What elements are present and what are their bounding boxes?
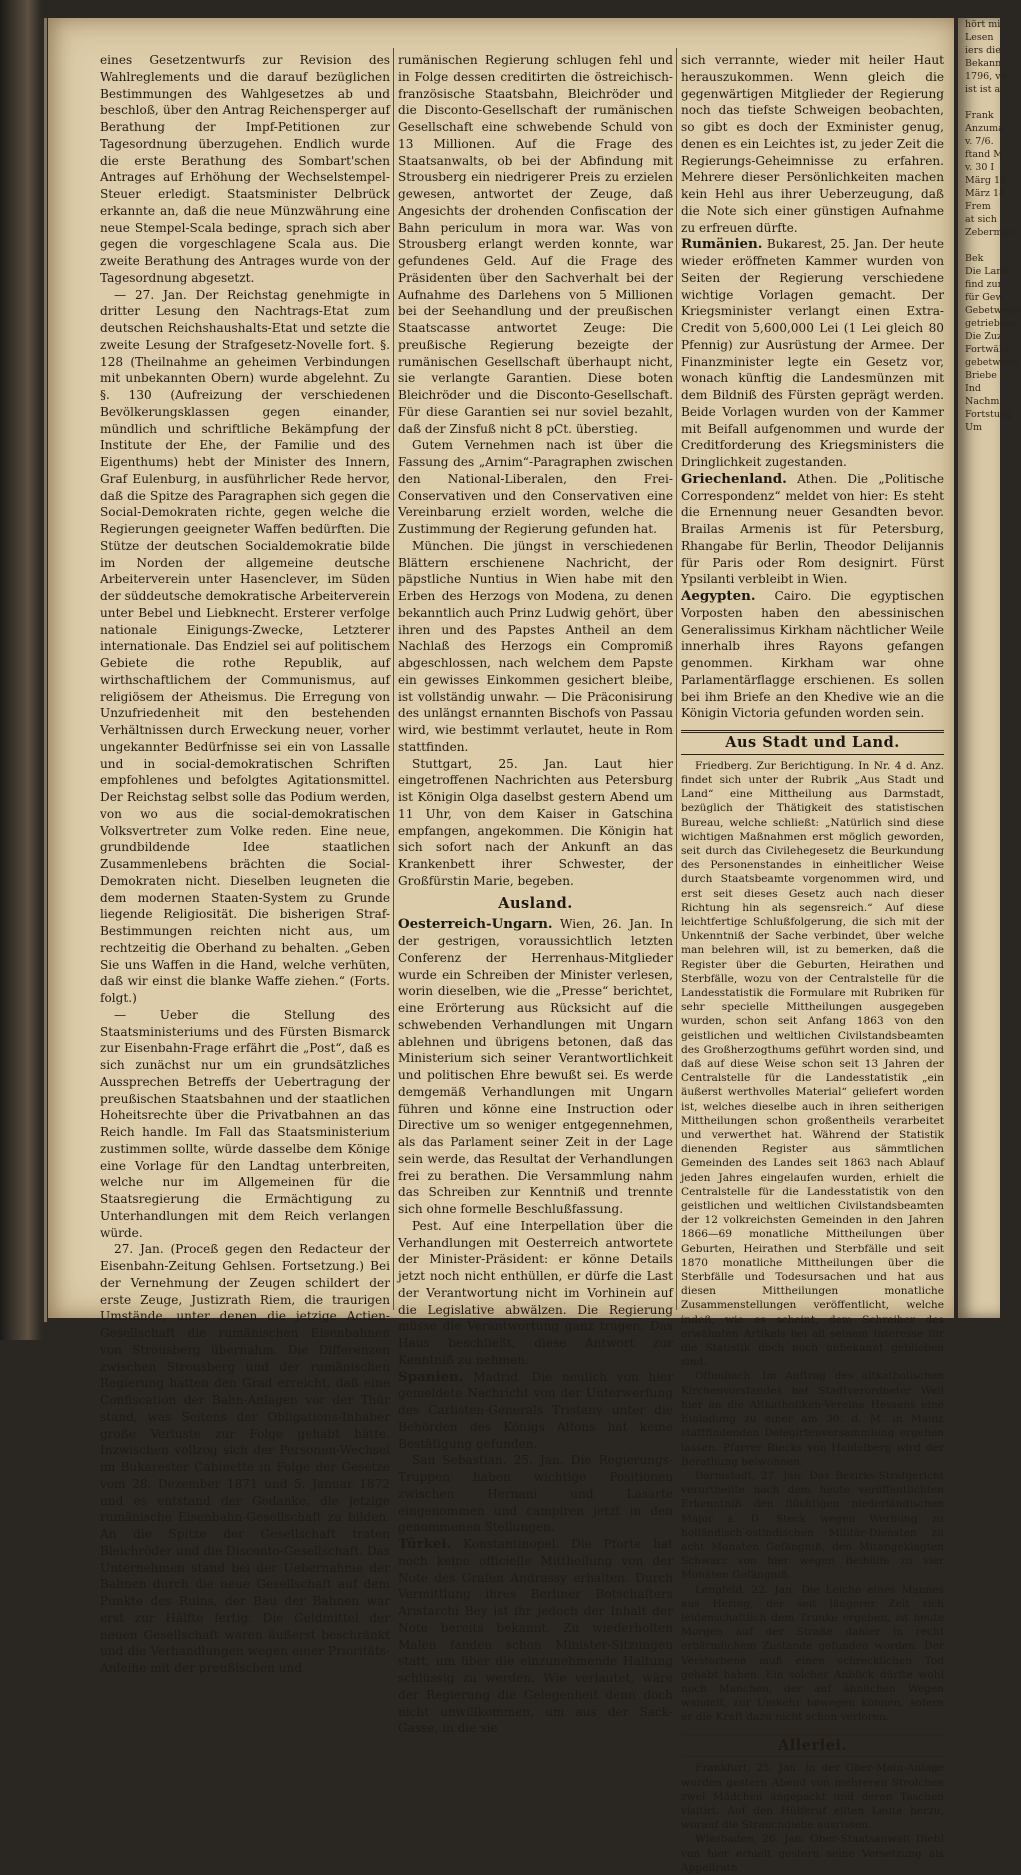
neighbor-text-fragment: Gebetweise [965, 305, 1021, 316]
paragraph-text: Lengfeld, 22. Jan. Die Leiche eines Mannes aus Hering, der seit längerer Zeit sich leidenschaftlich dem Trunke ergeben, ist heute Morgen auf der Straße dahier in recht erbärmlichem Zustande gefunden worden. Der Verstorbene muß einen schrecklichen Tod gehabt haben. Ein solcher Anblick dürfte wohl noch Manchen, der auf ähnlichen Wegen wandelt, zur Umkehr bewegen können, sofern er die Kraft dazu nicht schon verloren. [681, 1583, 944, 1724]
article-paragraph [100, 1241, 390, 1677]
neighbor-text-fragment: find zur [965, 279, 1003, 290]
neighbor-text-fragment: Bek [965, 253, 984, 264]
paragraph-text: Wien, 26. Jan. In der gestrigen, voraussichtlich letzten Conferenz der Herrenhaus-Mitglieder wurde ein Schreiben der Minister verlesen, worin dieselben, wie die „Presse“ berichtet, eine Erörterung aus Rücksicht auf die schwebenden Verhandlungen mit Ungarn ablehnen und übrigens betonen, daß das Ministerium sich seiner Verantwortlichkeit und politischen Ehre bewußt sei. Es werde demgemäß Verhandlungen mit Ungarn führen und könne eine Instruction oder Directive um so weniger entgegennehmen, als das Parlament seiner Zeit in der Lage sein werde, das Resultat der Verhandlungen frei zu berathen. Die Versammlung nahm das Schreiben zur Kenntniß und trennte sich ohne formelle Beschlußfassung. [398, 917, 673, 1216]
article-paragraph [100, 1007, 390, 1242]
paragraph-text: — 27. Jan. Der Reichstag genehmigte in dritter Lesung den Nachtrags-Etat zum deutschen Reichshaushalts-Etat und setzte die zweite Lesung der Strafgesetz-Novelle fort. §. 128 (Theilnahme an geheimen Verbindungen mit unbekannten Obern) wurde abgelehnt. Zu §. 130 (Aufreizung der verschiedenen Bevölkerungsklassen gegen einander, mündlich und schriftliche Bekämpfung der Institute der Ehe, der Familie und des Eigenthums) hebt der Minister des Innern, Graf Eulenburg, in ausführlicher Rede hervor, daß die Spitze des Paragraphen sich gegen die Social-Demokraten richte, gegen welche die Regierungen geeigneter Waffen bedürften. Die Stütze der deutschen Socialdemokratie bilde im Norden der allgemeine deutsche Arbeiterverein unter Hasenclever, im Süden der süddeutsche demokratische Arbeiterverein unter Bebel und Liebknecht. Ersterer verfolge nationale Einigungs-Zwecke, Letzterer internationale. Das Endziel sei auf politischem Gebiete die rothe Republik, auf wirthschaftlichem der Communismus, auf religiösem der Atheismus. Die Erregung von Unzufriedenheit mit den bestehenden Verhältnissen durch Erweckung neuer, vorher ungekannter Bedürfnisse sei ein von Lassalle und in social-demokratischen Schriften empfohlenes und befolgtes Agitationsmittel. Der Reichstag selbst solle das Podium werden, von wo aus die social-demokratischen Volksvertreter zum Volke reden. Eine neue, grundbildende Idee staatlichen Zusammenlebens brächten die Social-Demokraten nicht. Dieselben leugneten die dem modernen Staaten-System zu Grunde liegende Religiosität. Die bisherigen Straf-Bestimmungen reichten nicht aus, um rechtzeitig die Oberhand zu behalten. „Geben Sie uns Waffen in die Hand, welche verhüten, daß wir einst die blanke Waffe ziehen.“ (Forts. folgt.) [100, 287, 390, 1005]
neighbor-text-fragment: Bekannt [965, 58, 1006, 69]
neighbor-text-fragment: für Gew [965, 292, 1004, 303]
neighbor-text-fragment: v. 7/6. [965, 136, 994, 147]
neighbor-text-fragment: ist ist a [965, 84, 1001, 95]
article-paragraph [398, 1218, 673, 1369]
neighbor-text-fragment: Frank [965, 110, 994, 121]
paragraph-text: Offenbach. Im Auftrag des altkatholischen Kirchenvorstandes hat Stadtverordneter Weil hier an die Altkatholiken-Vereine Hessens eine Einladung zu einer am 30. d. M. in Mainz stattfindenden Delegirtenversammlung ergehen lassen. Pfarrer Riecks von Heidelberg wird der Berathung beiwohnen. [681, 1370, 944, 1468]
paragraph-text: Konstantinopel. Die Pforte hat noch keine officielle Mittheilung von der Note des Grafen Andrassy erhalten. Durch Vermittlung ihres Berliner Botschafters Aristarchi Bey ist ihr jedoch der Inhalt der Note bereits bekannt. Zu wiederholten Malen fanden schon Minister-Sitzungen statt, um über die einzunehmende Haltung schlüssig zu werden. Wie verlautet, wäre der Regierung die Gelegenheit denn doch nicht unwillkommen, um aus der Sack-Gasse, in die sie [398, 1537, 673, 1736]
paragraph-text: sich verrannte, wieder mit heiler Haut herauszukommen. Wenn gleich die gegenwärtigen Mitglieder der Regierung noch das tiefste Schweigen beobachten, so gibt es doch der Exminister genug, denen es ein Leichtes ist, zu jeder Zeit die Regierungs-Geheimnisse zu erfahren. Mehrere dieser Persönlichkeiten machen kein Hehl aus ihrer Ueberzeugung, daß die Note sich einer günstigen Aufnahme zu erfreuen dürfte. [681, 53, 944, 235]
column-rule [676, 48, 677, 1310]
text-column-1 [100, 52, 390, 1675]
article-paragraph [681, 471, 944, 588]
adjacent-page-strip [958, 18, 1021, 1318]
neighbor-text-fragment: Fortwähr [965, 344, 1010, 355]
country-heading: Rumänien. [681, 236, 763, 253]
paragraph-text: eines Gesetzentwurfs zur Revision des Wahlreglements und die darauf bezüglichen Bestimmungen des Wahlgesetzes ab und beschloß, über den Antrag Reichensperger auf Berathung der Impf-Petitionen zur Tagesordnung überzugehen. Endlich wurde die erste Berathung des Sombart'schen Antrages auf Erhöhung der Wechselstempel-Steuer erledigt. Staatsminister Delbrück erkannte an, daß die neue Münzwährung eine neue Stempel-Scala bedinge, sprach sich aber gegen die vorgeschlagene Scala aus. Die zweite Berathung des Antrages wurde von der Tagesordnung abgesetzt. [100, 53, 390, 285]
article-paragraph [681, 1369, 944, 1468]
neighbor-text-fragment: hört mit [965, 19, 1005, 30]
article-paragraph [398, 1369, 673, 1453]
neighbor-text-fragment: Um [965, 422, 983, 433]
neighbor-text-fragment: März 18 [965, 188, 1006, 199]
country-heading: Oesterreich-Ungarn. [398, 916, 553, 933]
article-paragraph [398, 1452, 673, 1536]
neighbor-text-fragment: 1796, vo [965, 71, 1007, 82]
column-rule [393, 48, 394, 1310]
country-heading: Türkei. [398, 1536, 452, 1552]
text-column-3 [681, 52, 944, 1874]
neighbor-text-fragment: gebetweise [965, 357, 1020, 368]
section-title: Ausland. [498, 894, 573, 912]
paragraph-text: Frankfurt, 25. Jan. In der Ober-Main-Anlage wurden gestern Abend von mehreren Strolchen zwei Mädchen angepackt und deren Taschen visitirt. Auf den Hülferuf eilten Leute herzu, worauf die Strauchdiebe ausrissen. [681, 1762, 944, 1832]
article-paragraph [681, 1761, 944, 1832]
paragraph-text: 27. Jan. (Proceß gegen den Redacteur der Eisenbahn-Zeitung Gehlsen. Fortsetzung.) Bei der Vernehmung der Zeugen schildert der erste Zeuge, Justizrath Riem, die traurigen Umstände, unter denen die jetzige Actien-Gesellschaft die rumänischen Eisenbahnen von Strousberg übernahm. Die Differenzen zwischen Strousberg und der rumänischen Regierung hatten den Grad erreicht, daß eine Confiscation der Bahn-Anlagen vor der Thür stand, was Seitens der Obligations-Inhaber große Verluste zur Folge gehabt hätte. Inzwischen vollzog sich der Personen-Wechsel im Bukarester Cabinette in Folge der Gesetze vom 28. Dezember 1871 und 5. Januar 1872 und es entstand der Gedanke, die jetzige rumänische Eisenbahn-Gesellschaft zu bilden. An die Spitze der Gesellschaft traten Bleichröder und die Disconto-Gesellschaft. Das Unternehmen stand bei der Uebernahme der Bahnen durch die neue Gesellschaft auf dem Punkte des Ruins, der Bau der Bahnen war erst zur Hälfte fertig. Die Geldmittel der neuen Gesellschaft waren äußerst beschränkt und die Verhandlungen wegen einer Prioritäts-Anleihe mit der preußischen und [100, 1242, 390, 1675]
article-paragraph [681, 759, 944, 1370]
neighbor-text-fragment: v. 30 I [965, 162, 995, 173]
neighbor-text-fragment: Die Zuz [965, 331, 1003, 342]
article-paragraph [681, 588, 944, 722]
neighbor-text-fragment: getriebene [965, 318, 1018, 329]
neighbor-text-fragment: Ind [965, 383, 981, 394]
neighbor-text-fragment: iers die [965, 45, 1001, 56]
section-title: Aus Stadt und Land. [681, 730, 944, 755]
neighbor-text-fragment: ftand M [965, 149, 1003, 160]
neighbor-text-fragment [958, 96, 1000, 109]
neighbor-text-fragment: Fortstung [965, 409, 1013, 420]
paragraph-text: Friedberg. Zur Berichtigung. In Nr. 4 d. Anz. findet sich unter der Rubrik „Aus Stadt und Land“ eine Mittheilung aus Darmstadt, bezüglich der Thätigkeit des statistischen Bureau, welche schließt: „Natürlich sind diese wichtigen Maßnahmen erst möglich geworden, seit durch das Civilehegesetz die Beurkundung des Personenstandes in einheitlicher Weise durch Staatsbeamte vorgenommen wird, und erst seit dieses Gesetz auch nach dieser Richtung hin als segensreich.“ Auf diese leichtfertige Schlußfolgerung, die sich mit der Unkenntniß der Sache verbindet, über welche man belehren will, ist zu bemerken, daß die Register über die Geburten, Heirathen und Sterbfälle, wozu von der Centralstelle für die Landesstatistik die Formulare mit Rubriken für sehr specielle Mittheilungen ausgegeben wurden, schon seit Anfang 1863 von den geistlichen und weltlichen Civilstandsbeamten des Großherzogthums geführt worden sind, und daß auf diese Weise schon seit 13 Jahren der Centralstelle für die Landesstatistik „ein äußerst werthvolles Material“ geliefert worden ist, welches dieselbe auch in ihren seitherigen Mittheilungen schon großentheils verarbeitet und verwerthet hat. Während der Statistik dienenden Register aus sämmtlichen Gemeinden des Landes seit 1863 nach Ablauf jeden Jahres eingelaufen wurden, erhielt die Centralstelle für die Landesstatistik von den geistlichen und weltlichen Civilstandsbeamten der 12 volkreichsten Gemeinden in den Jahren 1866—69 monatliche Mittheilungen über Geburten, Heirathen und Sterbfälle und seit 1870 monatliche Mittheilungen über die Sterbfälle und Todesursachen und hat aus diesen Mittheilungen monatliche Zusammenstellungen veröffentlicht, welche indeß, wie es scheint, dem Schreiber des erwähnten Artikels bei all seinem Interesse für die Statistik doch noch unbekannt geblieben sind. [681, 759, 944, 1369]
neighbor-text-fragment: Märg 18 [965, 175, 1007, 186]
article-paragraph [100, 52, 390, 287]
paragraph-text: Pest. Auf eine Interpellation über die Verhandlungen mit Oesterreich antwortete der Minister-Präsident: er könne Details jetzt noch nicht enthüllen, er dürfe die Last der Verantwortung nicht im Vorhinein auf die Legislative abwälzen. Die Regierung müsse die Verantwortung ganz tragen. Das Haus beschließt, diese Antwort zur Kenntniß zu nehmen. [398, 1218, 673, 1367]
section-title: Allerlei. [681, 1733, 944, 1758]
neighbor-text-fragment [958, 239, 1000, 252]
paragraph-text: Gutem Vernehmen nach ist über die Fassung des „Arnim“-Paragraphen zwischen den National-Liberalen, den Frei-Conservativen und den Conservativen eine Vereinbarung erzielt worden, welche die Zustimmung der Regierung gefunden hat. [398, 438, 673, 536]
paragraph-text: — Ueber die Stellung des Staatsministeriums und des Fürsten Bismarck zur Eisenbahn-Frage erfährt die „Post“, daß es sich zunächst nur um ein grundsätzliches Aussprechen Betreffs der Uebertragung der preußischen Staatsbahnen und der staatlichen Hoheitsrechte über die Privatbahnen an das Reich handle. Im Fall das Staatsministerium zustimmen sollte, würde dasselbe dem Könige eine Vorlage für den Landtag unterbreiten, welche nur im Allgemeinen für die Staatsregierung die Ermächtigung zu Unterhandlungen mit dem Reich verlangen würde. [100, 1007, 390, 1240]
paragraph-text: Darmstadt, 27. Jan. Das Bezirks-Strafgericht verurtheilte nach dem heute veröffentlichten Erkenntniß den flüchtigen niederländischen Major a. D. Steck wegen Werbung zu holländisch-ostindischen Militär-Diensten zu acht Monaten Gefängniß, den Mitangeklagten Schwarz von hier wegen Beihülfe zu vier Monaten Gefängniß. [681, 1469, 944, 1582]
article-paragraph [681, 52, 944, 236]
neighbor-text-fragment: at sich [965, 214, 997, 225]
paragraph-text: Athen. Die „Politische Correspondenz“ meldet von hier: Es steht die Ernennung neuer Gesandten bevor. Brailas Armenis ist für Petersburg, Rhangabe für Berlin, Theodor Delijannis für Paris oder Rom designirt. Fürst Ypsilanti verbleibt in Wien. [681, 471, 944, 587]
paragraph-text: rumänischen Regierung schlugen fehl und in Folge dessen creditirten die östreichisch-französische Staatsbahn, Bleichröder und die Disconto-Gesellschaft der rumänischen Gesellschaft eine schwebende Schuld von 13 Millionen. Auf die Frage des Staatsanwalts, ob bei der Abfindung mit Strousberg ein niedrigerer Preis zu erzielen gewesen, antwortet der Zeuge, daß Angesichts der drohenden Confiscation der Bahn periculum in mora war. Was von Strousberg erlangt werden konnte, war gefundenes Geld. Auf die Frage des Präsidenten über den Sachverhalt bei der Aufnahme des Darlehens von 5 Millionen bei der Seehandlung und der preußischen Staatscasse antwortet Zeuge: Die preußische Regierung bezeigte der rumänischen Gesellschaft überhaupt nicht, sie verlangte Garantien. Diese boten Bleichröder und die Disconto-Gesellschaft. Für diese Garantien sei nur soviel bezahlt, daß der Zinsfuß nicht 8 pCt. überstieg. [398, 53, 673, 436]
article-paragraph [398, 538, 673, 756]
paragraph-text: Madrid. Die neulich von hier gemeldete Nachricht von der Unterwerfung des Carlisten-Generals Tristany unter die Behörden des Königs Alfons hat keine Bestätigung gefunden. [398, 1369, 673, 1451]
article-paragraph [398, 1536, 673, 1737]
neighbor-text-fragment: Anzuma [965, 123, 1004, 134]
neighbor-text-fragment: Lesen [965, 32, 994, 43]
paragraph-text: Bukarest, 25. Jan. Der heute wieder eröffneten Kammer wurden von Seiten der Regierung verschiedene wichtige Vorlagen gemacht. Der Kriegsminister verlangt einen Extra-Credit von 5,600,000 Lei (1 Lei gleich 80 Pfennig) zur Ausrüstung der Armee. Der Finanzminister legte ein Gesetz vor, wonach künftig die Landesmünzen mit dem Bildniß des Fürsten geprägt werden. Beide Vorlagen wurden von der Kammer mit Beifall aufgenommen und wurde der Creditforderung des Kriegsministers die Dringlichkeit zugestanden. [681, 237, 944, 469]
paragraph-text: San Sebastian. 25. Jan. Die Regierungs-Truppen haben wichtige Positionen zwischen Hernani und Lasarte eingenommen und campiren jetzt in den genommenen Stellungen. [398, 1453, 673, 1535]
country-heading: Aegypten. [681, 588, 756, 604]
paragraph-text: Wiesbaden, 26. Jan. Ober-Staatsanwalt Diehl von hier erhielt gestern seine Versetzung als Appellrath [681, 1833, 944, 1874]
article-paragraph [681, 1583, 944, 1725]
newspaper-page [48, 18, 954, 1874]
paragraph-text: Cairo. Die egyptischen Vorposten haben den abessinischen Generalissimus Kirkham nächtlicher Weile innerhalb ihres Rayons gefangen genommen. Kirkham war ohne Parlamentärflagge erschienen. Es sollen bei ihm Briefe an den Khedive wie an die Königin Victoria gefunden worden sein. [681, 589, 944, 721]
text-column-2 [398, 52, 673, 1736]
page-edge [44, 18, 47, 1322]
neighbor-text-fragment: Zeberman [965, 227, 1015, 238]
neighbor-text-fragment: Die Land [965, 266, 1009, 277]
article-paragraph [398, 916, 673, 1218]
paragraph-text: Stuttgart, 25. Jan. Laut hier eingetroffenen Nachrichten aus Petersburg ist Königin Olga daselbst gestern Abend um 11 Uhr, von dem Kaiser in Gatschina empfangen, angekommen. Die Königin hat sich sofort nach der Ankunft an das Krankenbett ihrer Schwester, der Großfürstin Marie, begeben. [398, 756, 673, 888]
country-heading: Spanien. [398, 1368, 464, 1385]
neighbor-text-fragment: Nachm [965, 396, 1000, 407]
article-paragraph [681, 236, 944, 471]
article-paragraph [398, 437, 673, 538]
article-paragraph [398, 756, 673, 890]
article-paragraph [681, 1469, 944, 1583]
country-heading: Griechenland. [681, 470, 787, 487]
article-paragraph [681, 1832, 944, 1875]
neighbor-text-fragment: Frem [965, 201, 991, 212]
paragraph-text: München. Die jüngst in verschiedenen Blättern erschienene Nachricht, der päpstliche Nuntius in Wien habe mit den Erben des Herzogs von Modena, zu denen bekanntlich auch Prinz Ludwig gehört, über ihren und des Papstes Antheil an dem Nachlaß des Herzogs ein Compromiß abgeschlossen, nach welchem dem Papste ein gewisses Einkommen gesichert bleibe, ist vollständig unwahr. — Die Präconisirung des unlängst ernannten Bischofs von Passau wird, wie bestimmt verlautet, heute in Rom stattfinden. [398, 538, 673, 754]
article-paragraph [100, 287, 390, 1007]
article-paragraph [398, 52, 673, 437]
neighbor-text-fragment: Briebe [965, 370, 997, 381]
